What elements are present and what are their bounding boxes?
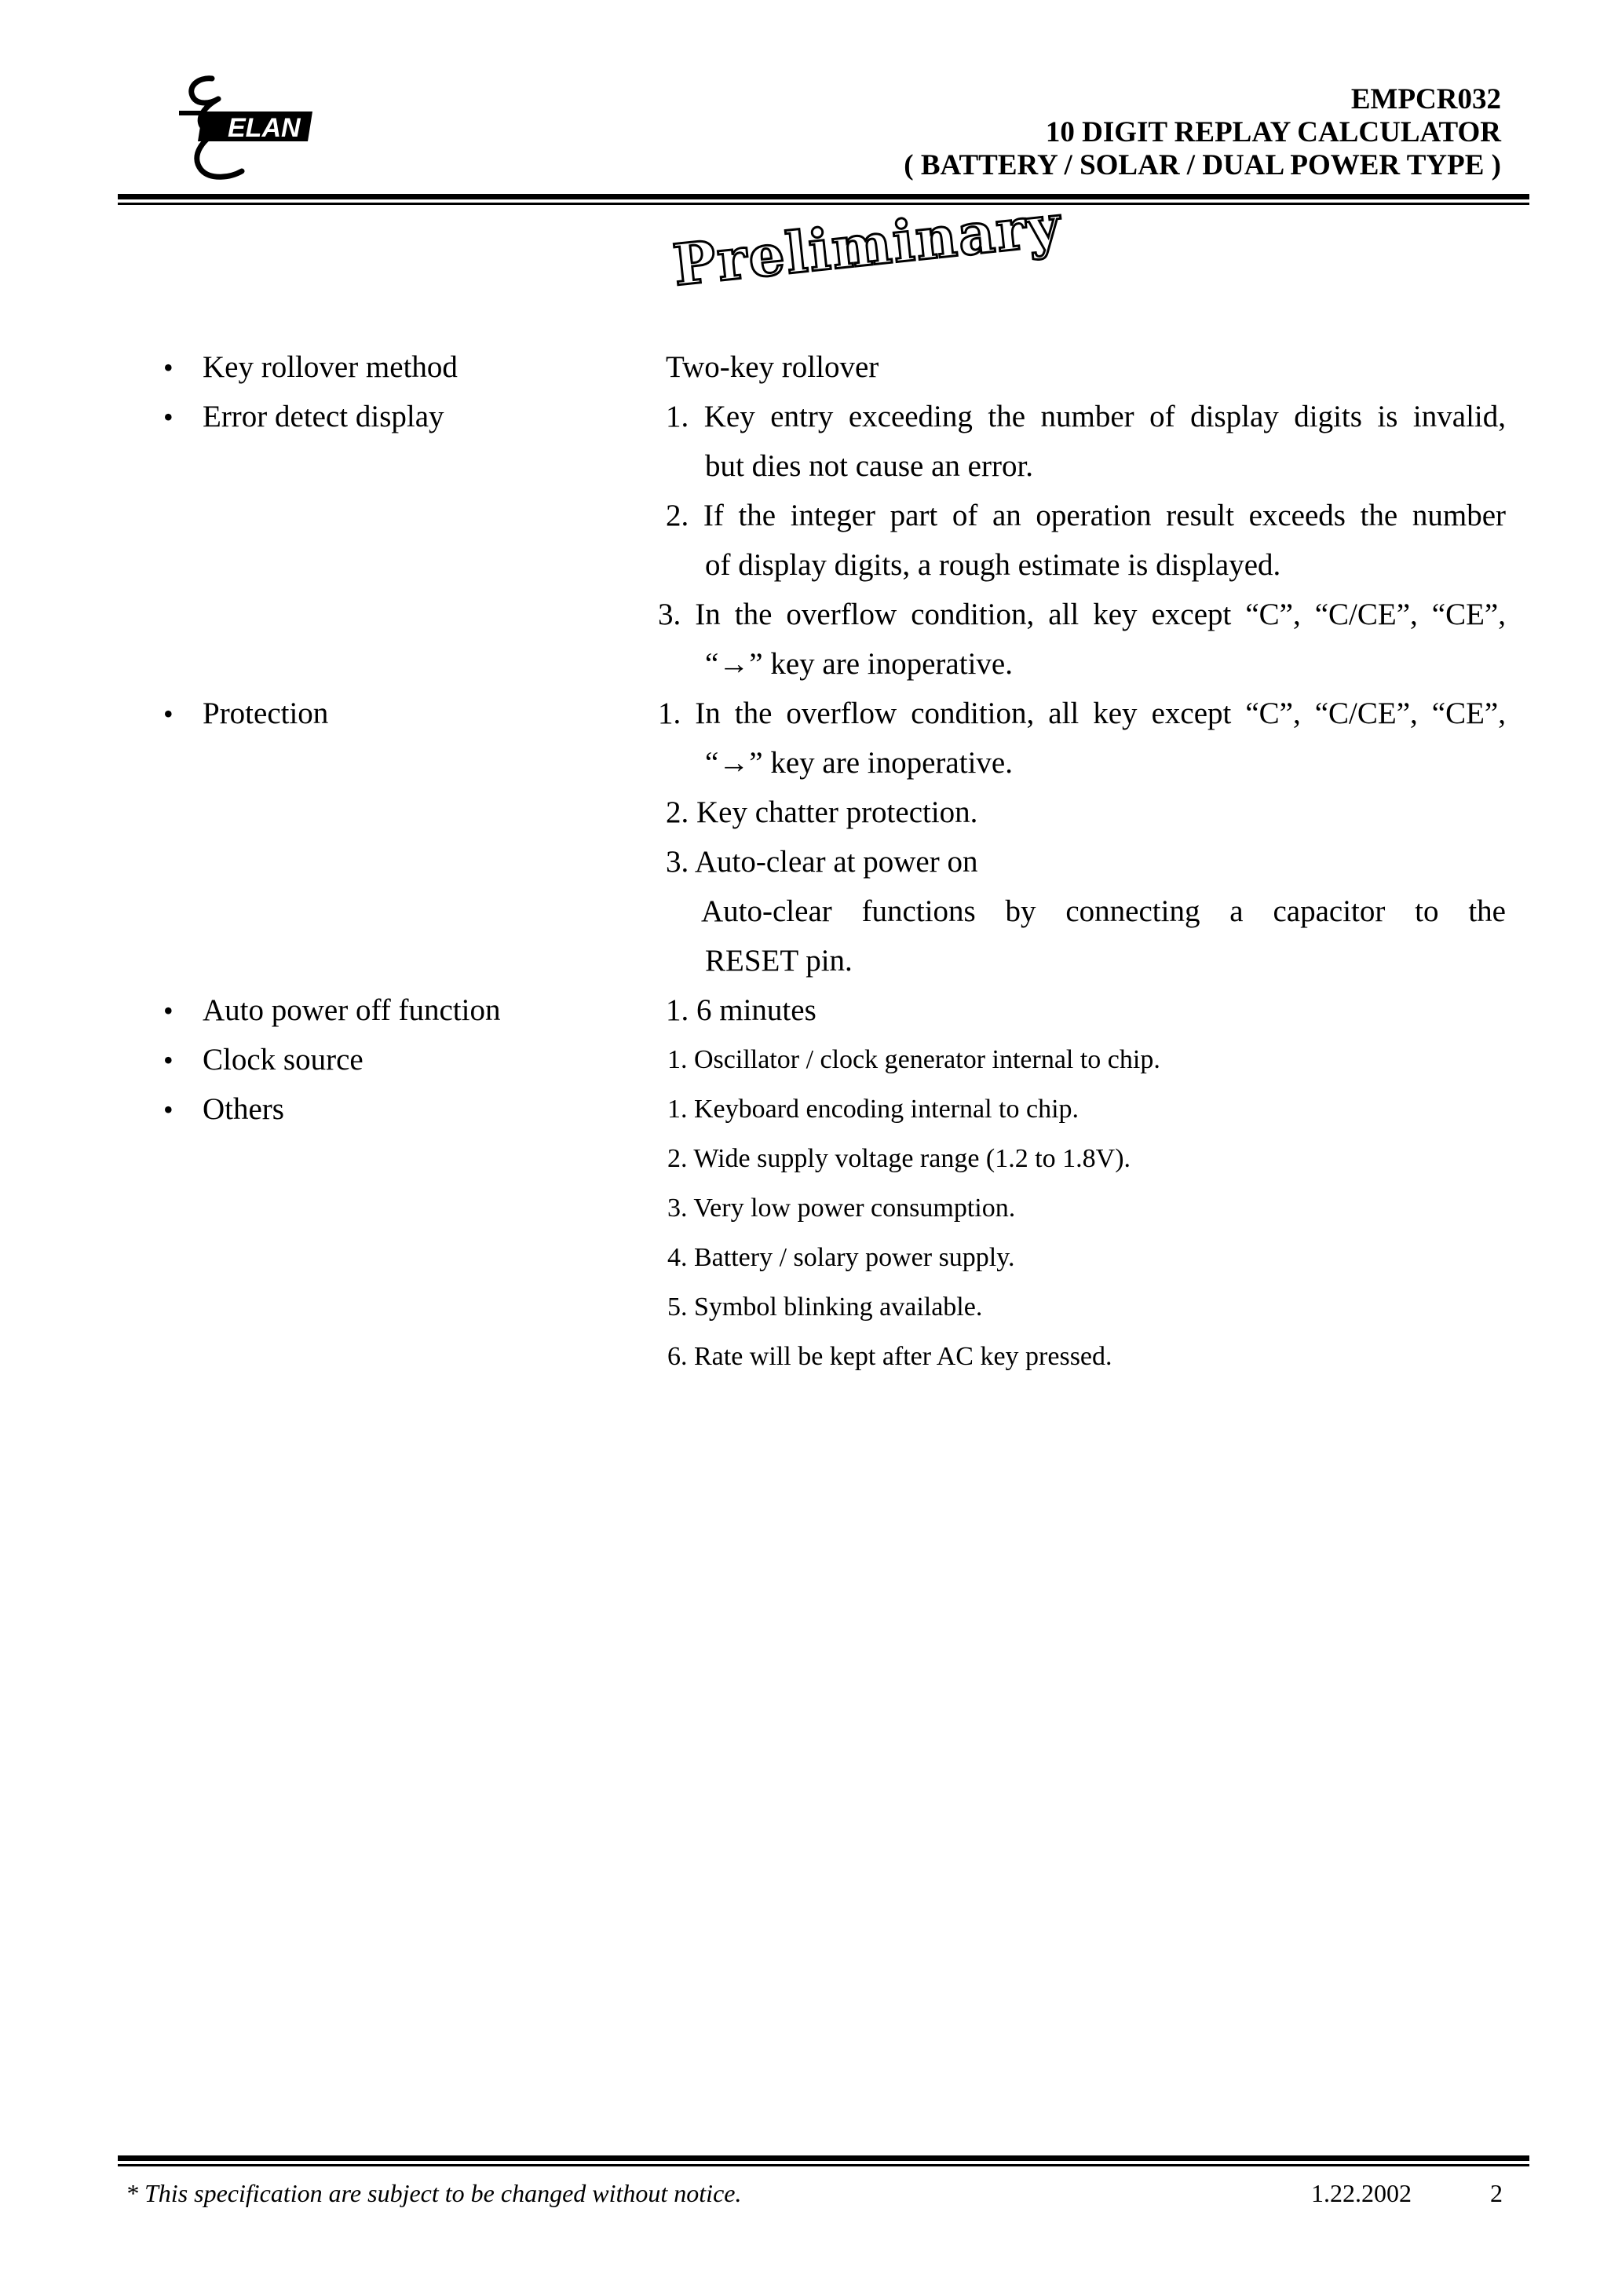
feature-label: • Others <box>163 1092 284 1126</box>
svg-text:ELAN: ELAN <box>228 113 301 143</box>
feature-detail: 1. Oscillator / clock generator internal to chip. <box>667 1045 1160 1074</box>
feature-detail: 1. 6 minutes <box>666 993 816 1027</box>
feature-detail: but dies not cause an error. <box>705 449 1034 483</box>
power-type: ( BATTERY / SOLAR / DUAL POWER TYPE ) <box>904 149 1501 181</box>
footer-date: 1.22.2002 <box>1311 2179 1412 2207</box>
svg-text:Preliminary: Preliminary <box>670 191 1065 299</box>
feature-detail: RESET pin. <box>705 944 853 978</box>
footer-rule-thin <box>118 2164 1529 2166</box>
feature-detail: 1. Key entry exceeding the number of display digits is invalid, <box>666 400 1506 433</box>
feature-detail: 6. Rate will be kept after AC key pressed. <box>667 1342 1112 1371</box>
feature-label: • Clock source <box>163 1043 363 1077</box>
feature-detail: 2. If the integer part of an operation result exceeds the number <box>666 499 1506 532</box>
feature-detail: 4. Battery / solary power supply. <box>667 1243 1015 1272</box>
feature-detail: 3. Auto-clear at power on <box>666 845 978 879</box>
feature-detail: 3. Very low power consumption. <box>667 1194 1016 1223</box>
feature-detail: Auto-clear functions by connecting a capacitor to the <box>701 894 1506 928</box>
feature-label: • Key rollover method <box>163 350 458 384</box>
footer-notice: * This specification are subject to be changed without notice. <box>126 2179 742 2207</box>
feature-detail: “→” key are inoperative. <box>705 746 1013 780</box>
feature-detail: of display digits, a rough estimate is displayed. <box>705 548 1281 582</box>
feature-detail: Two-key rollover <box>666 350 879 384</box>
feature-detail: 1. Keyboard encoding internal to chip. <box>667 1095 1080 1124</box>
feature-label: • Protection <box>163 696 329 730</box>
feature-detail: 5. Symbol blinking available. <box>667 1292 983 1322</box>
part-number: EMPCR032 <box>1350 83 1501 115</box>
preliminary-stamp <box>667 191 1065 299</box>
page-number: 2 <box>1490 2179 1503 2207</box>
feature-label: • Error detect display <box>163 400 444 433</box>
elan-logo <box>155 63 320 188</box>
feature-label: • Auto power off function <box>163 993 501 1027</box>
feature-detail: 3. In the overflow condition, all key except “C”, “C/CE”, “CE”, <box>658 598 1506 631</box>
feature-detail: 2. Key chatter protection. <box>666 795 978 829</box>
footer-rule <box>118 2155 1529 2161</box>
feature-detail: 1. In the overflow condition, all key except “C”, “C/CE”, “CE”, <box>658 696 1506 730</box>
feature-detail: “→” key are inoperative. <box>705 647 1013 681</box>
feature-detail: 2. Wide supply voltage range (1.2 to 1.8V). <box>667 1144 1131 1173</box>
product-title: 10 DIGIT REPLAY CALCULATOR <box>1045 116 1501 148</box>
